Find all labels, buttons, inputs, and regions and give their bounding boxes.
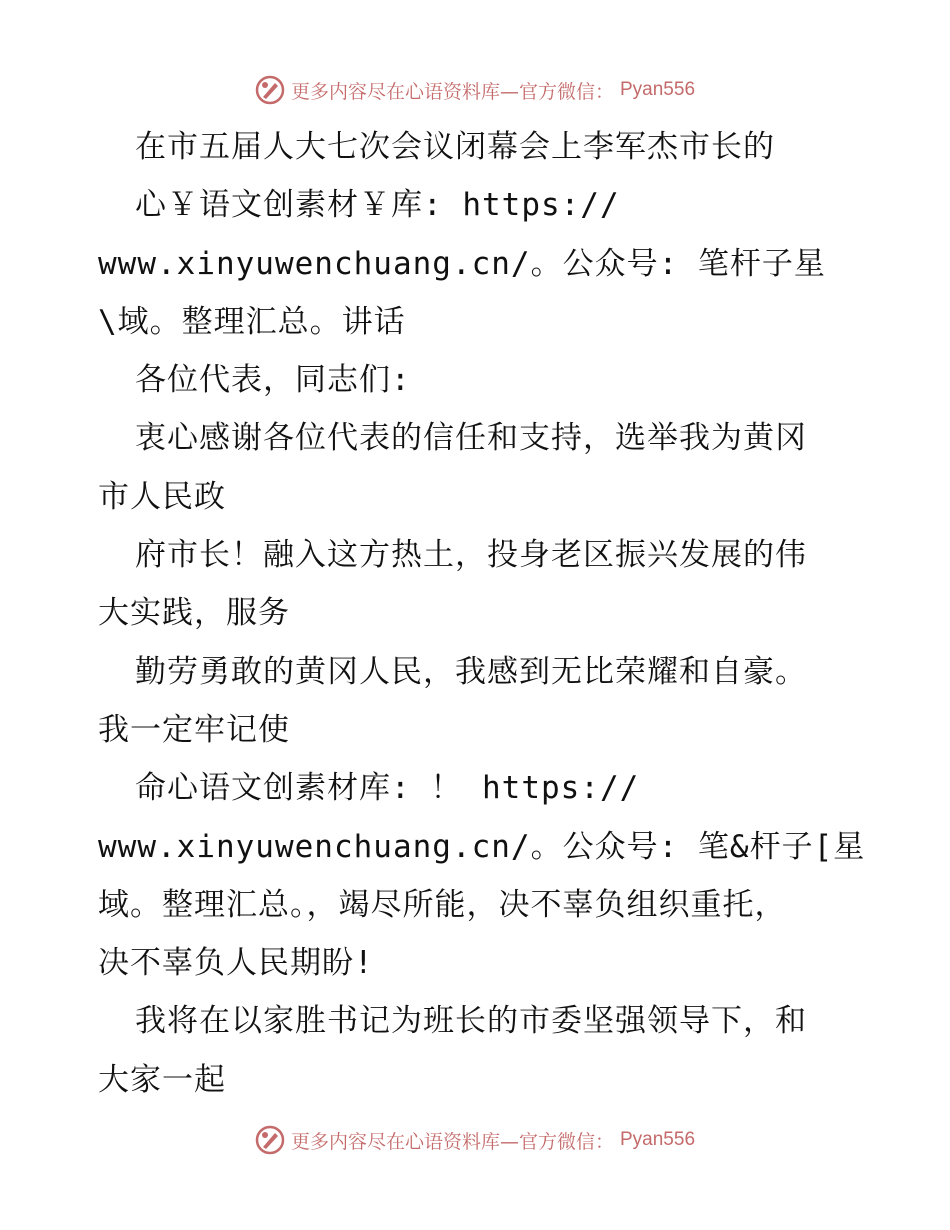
banner-wechat-id: Pyan556: [620, 79, 696, 100]
text-line: 心￥语文创素材￥库: https://: [135, 187, 620, 224]
banner-wechat-id: Pyan556: [620, 1129, 696, 1150]
text-line: 命心语文创素材库: ！ https://: [135, 770, 640, 807]
text-line: 市人民政: [98, 478, 226, 515]
text-line: 衷心感谢各位代表的信任和支持，选举我为黄冈: [135, 420, 807, 457]
page-footer-banner: [0, 1120, 950, 1160]
text-line: 在市五届人大七次会议闭幕会上李军杰市长的: [135, 129, 775, 165]
brand-logo-icon: [255, 75, 285, 105]
text-line: 我将在以家胜书记为班长的市委坚强领导下，和: [135, 1003, 807, 1040]
text-line: 我一定牢记使: [98, 711, 290, 748]
text-line: \域。整理汇总。讲话: [98, 303, 406, 340]
text-line: www.xinyuwenchuang.cn/。公众号: 笔杆子星: [98, 245, 826, 282]
document-body: [98, 118, 866, 1109]
text-line: 勤劳勇敢的黄冈人民，我感到无比荣耀和自豪。: [135, 653, 807, 690]
banner-text: 更多内容尽在心语资料库—官方微信：: [290, 80, 614, 103]
page-header-banner: [0, 70, 950, 110]
text-line: www.xinyuwenchuang.cn/。公众号: 笔&杆子[星: [98, 828, 866, 865]
text-line: 大家一起: [98, 1061, 226, 1098]
text-line: 域。整理汇总。，竭尽所能，决不辜负组织重托，: [98, 886, 787, 923]
brand-logo-icon: [255, 1125, 285, 1155]
text-line: 大实践，服务: [98, 595, 290, 632]
text-line: 府市长！融入这方热土，投身老区振兴发展的伟: [135, 537, 807, 574]
text-line: 各位代表，同志们:: [135, 362, 411, 399]
banner-text: 更多内容尽在心语资料库—官方微信：: [290, 1130, 614, 1153]
text-line: 决不辜负人民期盼!: [98, 945, 374, 982]
